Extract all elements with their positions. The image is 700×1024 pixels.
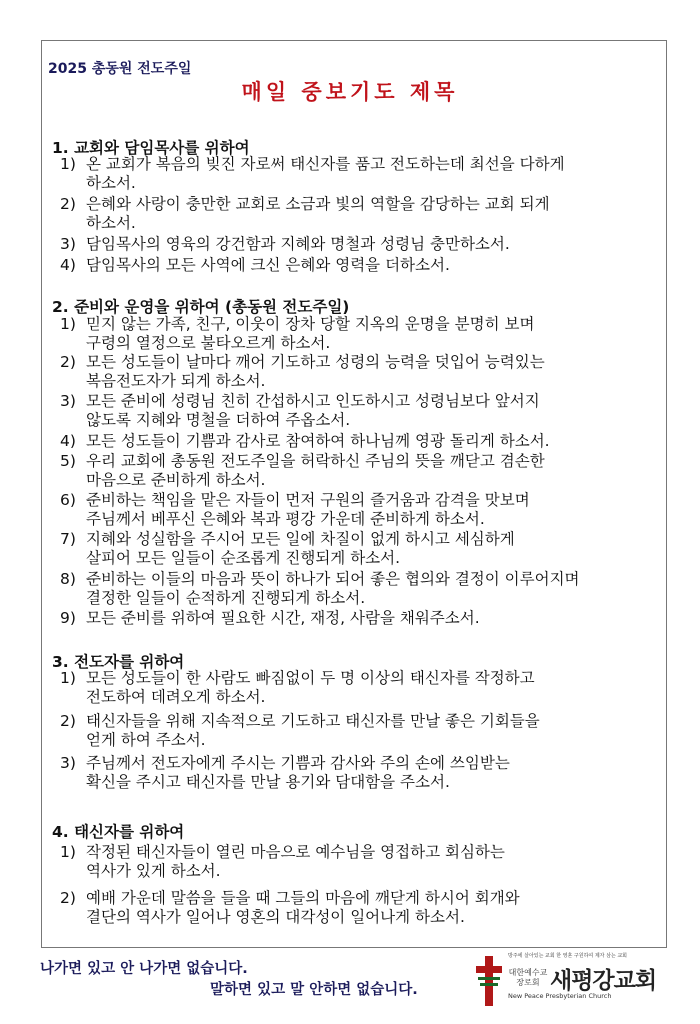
section-title-2: 2. 준비와 운영을 위하여 (총동원 전도주일) [52, 298, 350, 316]
item-number: 4) [60, 256, 76, 274]
list-item [60, 669, 660, 707]
item-number: 1) [60, 669, 76, 687]
item-line: 전도하여 데려오게 하소서. [86, 688, 266, 706]
item-number: 4) [60, 432, 76, 450]
footer-slogan-1: 나가면 있고 안 나가면 없습니다. [40, 961, 248, 977]
item-number: 2) [60, 712, 76, 730]
footer-slogan-2: 말하면 있고 말 안하면 없습니다. [210, 982, 418, 998]
list-item [60, 392, 660, 430]
item-number: 2) [60, 195, 76, 213]
item-line: 모든 성도들이 한 사람도 빠짐없이 두 명 이상의 태신자를 작정하고 [86, 669, 535, 687]
item-number: 3) [60, 235, 76, 253]
item-line: 우리 교회에 총동원 전도주일을 허락하신 주님의 뜻을 깨닫고 겸손한 [86, 452, 545, 470]
item-line: 구령의 열정으로 불타오르게 하소서. [86, 334, 331, 352]
list-item [60, 155, 660, 193]
logo-english-name: New Peace Presbyterian Church [508, 992, 612, 1000]
page-title: 매일 중보기도 제목 [241, 80, 459, 104]
item-line: 하소서. [86, 174, 136, 192]
list-item [60, 353, 660, 391]
item-number: 1) [60, 315, 76, 333]
item-number: 5) [60, 452, 76, 470]
item-line: 준비하는 이들의 마음과 뜻이 하나가 되어 좋은 협의와 결정이 이루어지며 [86, 570, 580, 588]
item-line: 주님께서 베푸신 은혜와 복과 평강 가운데 준비하게 하소서. [86, 510, 485, 528]
list-item [60, 609, 660, 628]
item-line: 하소서. [86, 214, 136, 232]
section-title-1: 1. 교회와 담임목사를 위하여 [52, 139, 250, 157]
item-line: 결단의 역사가 일어나 영혼의 대각성이 일어나게 하소서. [86, 908, 465, 926]
item-line: 작정된 태신자들이 열린 마음으로 예수님을 영접하고 회심하는 [86, 843, 505, 861]
item-number: 3) [60, 754, 76, 772]
item-line: 예배 가운데 말씀을 들을 때 그들의 마음에 깨닫게 하시어 회개와 [86, 889, 520, 907]
item-line: 않도록 지혜와 명철을 더하여 주옵소서. [86, 411, 351, 429]
item-line: 확신을 주시고 태신자를 만날 용기와 담대함을 주소서. [86, 773, 450, 791]
item-number: 9) [60, 609, 76, 627]
list-item [60, 256, 660, 275]
list-item [60, 754, 660, 792]
section-title-4: 4. 태신자를 위하여 [52, 823, 185, 841]
item-line: 담임목사의 영육의 강건함과 지혜와 명철과 성령님 충만하소서. [86, 235, 510, 253]
item-line: 지혜와 성실함을 주시어 모든 일에 차질이 없게 하시고 세심하게 [86, 530, 515, 548]
item-line: 모든 준비를 위하여 필요한 시간, 재정, 사람을 채워주소서. [86, 609, 480, 627]
item-line: 은혜와 사랑이 충만한 교회로 소금과 빛의 역할을 감당하는 교회 되게 [86, 195, 550, 213]
item-line: 모든 준비에 성령님 친히 간섭하시고 인도하시고 성령님보다 앞서지 [86, 392, 540, 410]
list-item [60, 432, 660, 451]
item-line: 주님께서 전도자에게 주시는 기쁨과 감사와 주의 손에 쓰임받는 [86, 754, 510, 772]
item-line: 태신자들을 위해 지속적으로 기도하고 태신자를 만날 좋은 기회들을 [86, 712, 540, 730]
item-line: 살피어 모든 일들이 순조롭게 진행되게 하소서. [86, 549, 401, 567]
item-number: 2) [60, 353, 76, 371]
item-number: 2) [60, 889, 76, 907]
item-number: 6) [60, 491, 76, 509]
item-line: 담임목사의 모든 사역에 크신 은혜와 영력을 더하소서. [86, 256, 450, 274]
item-line: 모든 성도들이 날마다 깨어 기도하고 성령의 능력을 덧입어 능력있는 [86, 353, 545, 371]
item-line: 마음으로 준비하게 하소서. [86, 471, 266, 489]
item-number: 1) [60, 155, 76, 173]
church-logo [470, 950, 670, 1010]
list-item [60, 235, 660, 254]
item-number: 8) [60, 570, 76, 588]
section-title-3: 3. 전도자를 위하여 [52, 653, 185, 671]
item-line: 복음전도자가 되게 하소서. [86, 372, 266, 390]
list-item [60, 315, 660, 353]
list-item [60, 452, 660, 490]
cross-icon [472, 952, 506, 1008]
item-line: 결정한 일들이 순적하게 진행되게 하소서. [86, 589, 366, 607]
list-item [60, 889, 660, 927]
logo-church-name: 새평강교회 [550, 968, 657, 994]
item-number: 7) [60, 530, 76, 548]
item-number: 1) [60, 843, 76, 861]
item-line: 준비하는 책임을 맡은 자들이 먼저 구원의 즐거움과 감격을 맛보며 [86, 491, 530, 509]
item-line: 온 교회가 복음의 빚진 자로써 태신자를 품고 전도하는데 최선을 다하게 [86, 155, 565, 173]
list-item [60, 195, 660, 233]
list-item [60, 491, 660, 529]
event-label: 2025 총동원 전도주일 [48, 61, 192, 77]
item-line: 믿지 않는 가족, 친구, 이웃이 장차 당할 지옥의 운명을 분명히 보며 [86, 315, 535, 333]
list-item [60, 843, 660, 881]
list-item [60, 530, 660, 568]
item-line: 역사가 있게 하소서. [86, 862, 221, 880]
list-item [60, 570, 660, 608]
logo-denomination: 대한예수교 장로회 [508, 968, 548, 987]
item-line: 모든 성도들이 기쁨과 감사로 참여하여 하나님께 영광 돌리게 하소서. [86, 432, 550, 450]
item-number: 3) [60, 392, 76, 410]
item-line: 얻게 하여 주소서. [86, 731, 206, 749]
logo-tagline: 방주에 살아있는 교회 한 영혼 구원하여 제자 삼는 교회 [508, 953, 627, 959]
list-item [60, 712, 660, 750]
